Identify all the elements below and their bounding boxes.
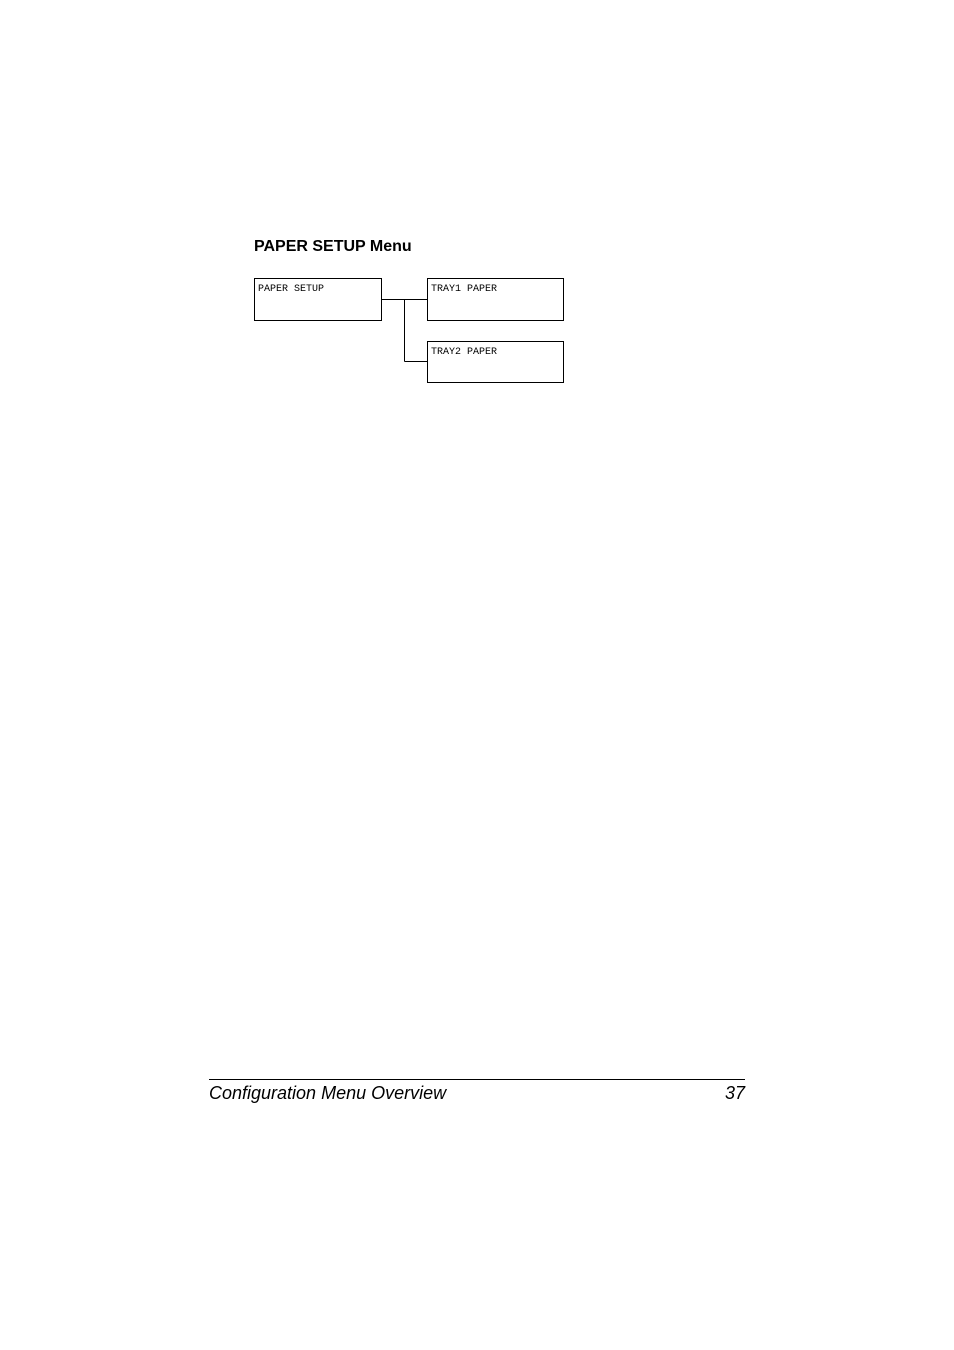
footer-divider — [209, 1079, 745, 1080]
menu-box-tray2-paper — [427, 341, 564, 383]
menu-box-label: TRAY2 PAPER — [431, 347, 498, 358]
section-heading: PAPER SETUP Menu — [254, 238, 412, 255]
footer-title: Configuration Menu Overview — [209, 1083, 447, 1103]
page-number: 37 — [724, 1083, 745, 1103]
menu-box-label: TRAY1 PAPER — [431, 284, 498, 295]
menu-box-paper-setup — [254, 278, 382, 321]
menu-box-tray1-paper — [427, 278, 564, 321]
menu-box-label: PAPER SETUP — [258, 284, 325, 295]
